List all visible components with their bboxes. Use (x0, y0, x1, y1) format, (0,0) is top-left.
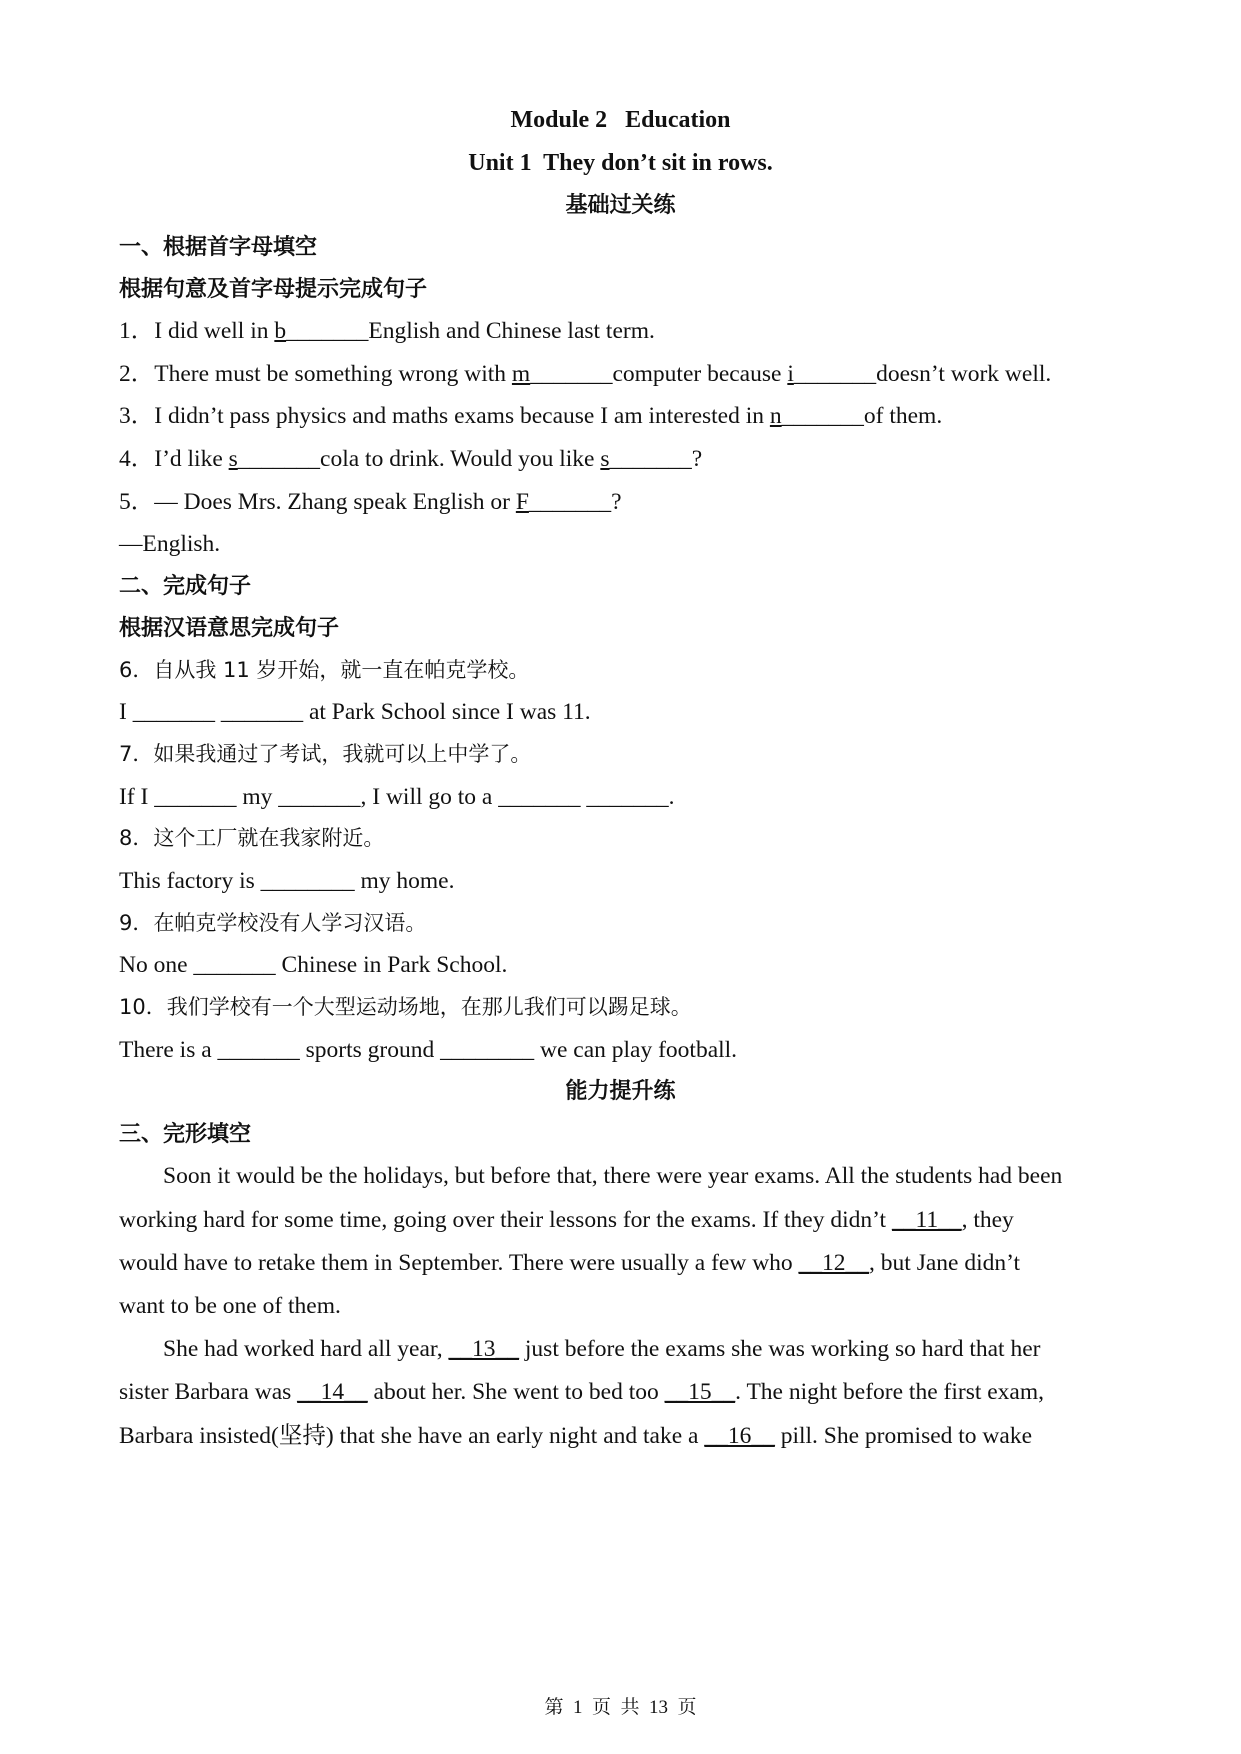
passage-line (119, 1248, 1020, 1278)
question-7-english: If I _______ my _______, I will go to a _______ _______. (119, 784, 675, 810)
passage-line: want to be one of them. (119, 1293, 341, 1319)
question-text: _______computer because (530, 361, 788, 387)
unit-title: Unit 1 They don’t sit in rows. (468, 150, 773, 176)
question-text: _______? (528, 489, 622, 515)
question-text: _______? (609, 446, 703, 472)
section-1-heading: 一、根据首字母填空 (119, 235, 318, 260)
section-3-heading: 三、完形填空 (119, 1122, 252, 1147)
passage-text: , but Jane didn’t (869, 1250, 1021, 1276)
question-1 (119, 316, 655, 346)
passage-text: She had worked hard all year, (163, 1336, 449, 1362)
question-6-english: I _______ _______ at Park School since I was 11. (119, 699, 591, 725)
passage-text: working hard for some time, going over their lessons for the exams. If they didn’t (119, 1207, 892, 1233)
blank-12: __12__ (798, 1250, 870, 1276)
question-10-english: There is a _______ sports ground ________ we can play football. (119, 1037, 738, 1063)
basic-practice-title: 基础过关练 (565, 193, 676, 218)
question-text: _______of them. (781, 403, 943, 429)
question-text: 2．There must be something wrong with (119, 361, 512, 387)
initial-letter-hint: i (787, 361, 794, 387)
blank-11: __11__ (891, 1207, 962, 1233)
initial-letter-hint: n (769, 403, 782, 429)
passage-text: pill. She promised to wake (774, 1423, 1033, 1449)
question-8-english: This factory is ________ my home. (119, 868, 455, 894)
advanced-practice-title: 能力提升练 (565, 1079, 676, 1104)
passage-text: . The night before the first exam, (735, 1379, 1045, 1405)
blank-13: __13__ (448, 1336, 520, 1362)
passage-text: Barbara insisted(坚持) that she have an early night and take a (119, 1423, 705, 1449)
passage-line (119, 1377, 1044, 1407)
initial-letter-hint: F (515, 489, 529, 515)
question-10-chinese: 10．我们学校有一个大型运动场地，在那儿我们可以踢足球。 (119, 995, 692, 1019)
passage-text: about her. She went to bed too (367, 1379, 665, 1405)
question-5-answer: —English. (119, 531, 221, 557)
initial-letter-hint: s (600, 446, 610, 472)
passage-text: , they (961, 1207, 1014, 1233)
section-2-instruction: 根据汉语意思完成句子 (119, 616, 340, 641)
blank-15: __15__ (664, 1379, 736, 1405)
question-text: 3．I didn’t pass physics and maths exams because I am interested in (119, 403, 770, 429)
initial-letter-hint: s (228, 446, 238, 472)
passage-line: Soon it would be the holidays, but before that, there were year exams. All the students had been (163, 1163, 1063, 1189)
passage-line (119, 1205, 1014, 1235)
passage-line (163, 1334, 1040, 1364)
question-2 (119, 359, 1051, 389)
question-8-chinese: 8．这个工厂就在我家附近。 (119, 826, 385, 850)
initial-letter-hint: b (274, 318, 287, 344)
passage-text: would have to retake them in September. There were usually a few who (119, 1250, 799, 1276)
question-6-chinese: 6．自从我 11 岁开始，就一直在帕克学校。 (119, 658, 530, 682)
page-footer: 第 1 页 共 13 页 (544, 1697, 697, 1718)
question-5 (119, 487, 622, 517)
section-1-instruction: 根据句意及首字母提示完成句子 (119, 277, 428, 302)
section-2-heading: 二、完成句子 (119, 574, 252, 599)
module-title: Module 2 Education (510, 107, 731, 133)
question-9-chinese: 9．在帕克学校没有人学习汉语。 (119, 911, 427, 935)
question-text: _______doesn’t work well. (793, 361, 1052, 387)
blank-16: __16__ (704, 1423, 775, 1449)
question-3 (119, 401, 942, 431)
blank-14: __14__ (297, 1379, 368, 1405)
question-4 (119, 444, 702, 474)
question-7-chinese: 7．如果我通过了考试，我就可以上中学了。 (119, 742, 532, 766)
initial-letter-hint: m (511, 361, 531, 387)
question-text: 1．I did well in (119, 318, 275, 344)
question-text: _______English and Chinese last term. (286, 318, 655, 344)
passage-text: just before the exams she was working so hard that her (519, 1336, 1041, 1362)
passage-text: sister Barbara was (119, 1379, 298, 1405)
passage-line (119, 1421, 1032, 1451)
question-9-english: No one _______ Chinese in Park School. (119, 952, 508, 978)
question-text: 4．I’d like (119, 446, 229, 472)
question-text: 5．— Does Mrs. Zhang speak English or (119, 489, 516, 515)
question-text: _______cola to drink. Would you like (237, 446, 601, 472)
